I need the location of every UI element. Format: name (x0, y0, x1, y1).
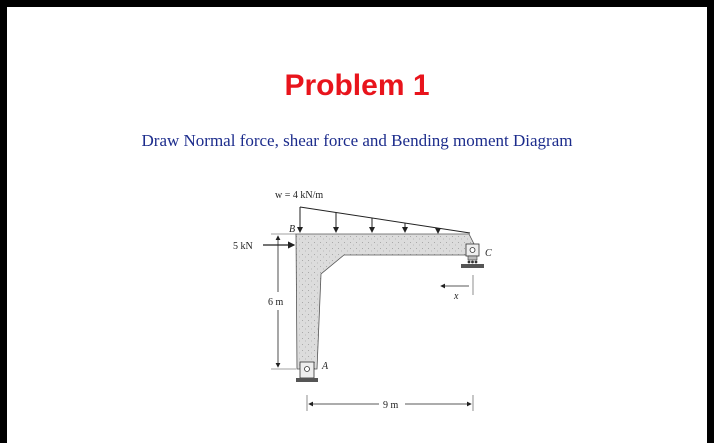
problem-title: Problem 1 (284, 69, 430, 102)
slide (7, 7, 707, 443)
distributed-load (300, 207, 470, 233)
height-label: 6 m (268, 297, 284, 308)
frame-body (296, 234, 474, 369)
point-b-label: B (289, 224, 296, 235)
x-coordinate-label: x (454, 291, 459, 302)
frame-diagram (7, 7, 707, 443)
load-label: w = 4 kN/m (275, 190, 324, 201)
problem-instruction: Draw Normal force, shear force and Bending moment Diagram (141, 131, 573, 150)
point-load-label: 5 kN (233, 241, 253, 252)
point-a-label: A (322, 361, 329, 372)
span-label: 9 m (383, 400, 399, 411)
point-c-label: C (485, 248, 492, 259)
